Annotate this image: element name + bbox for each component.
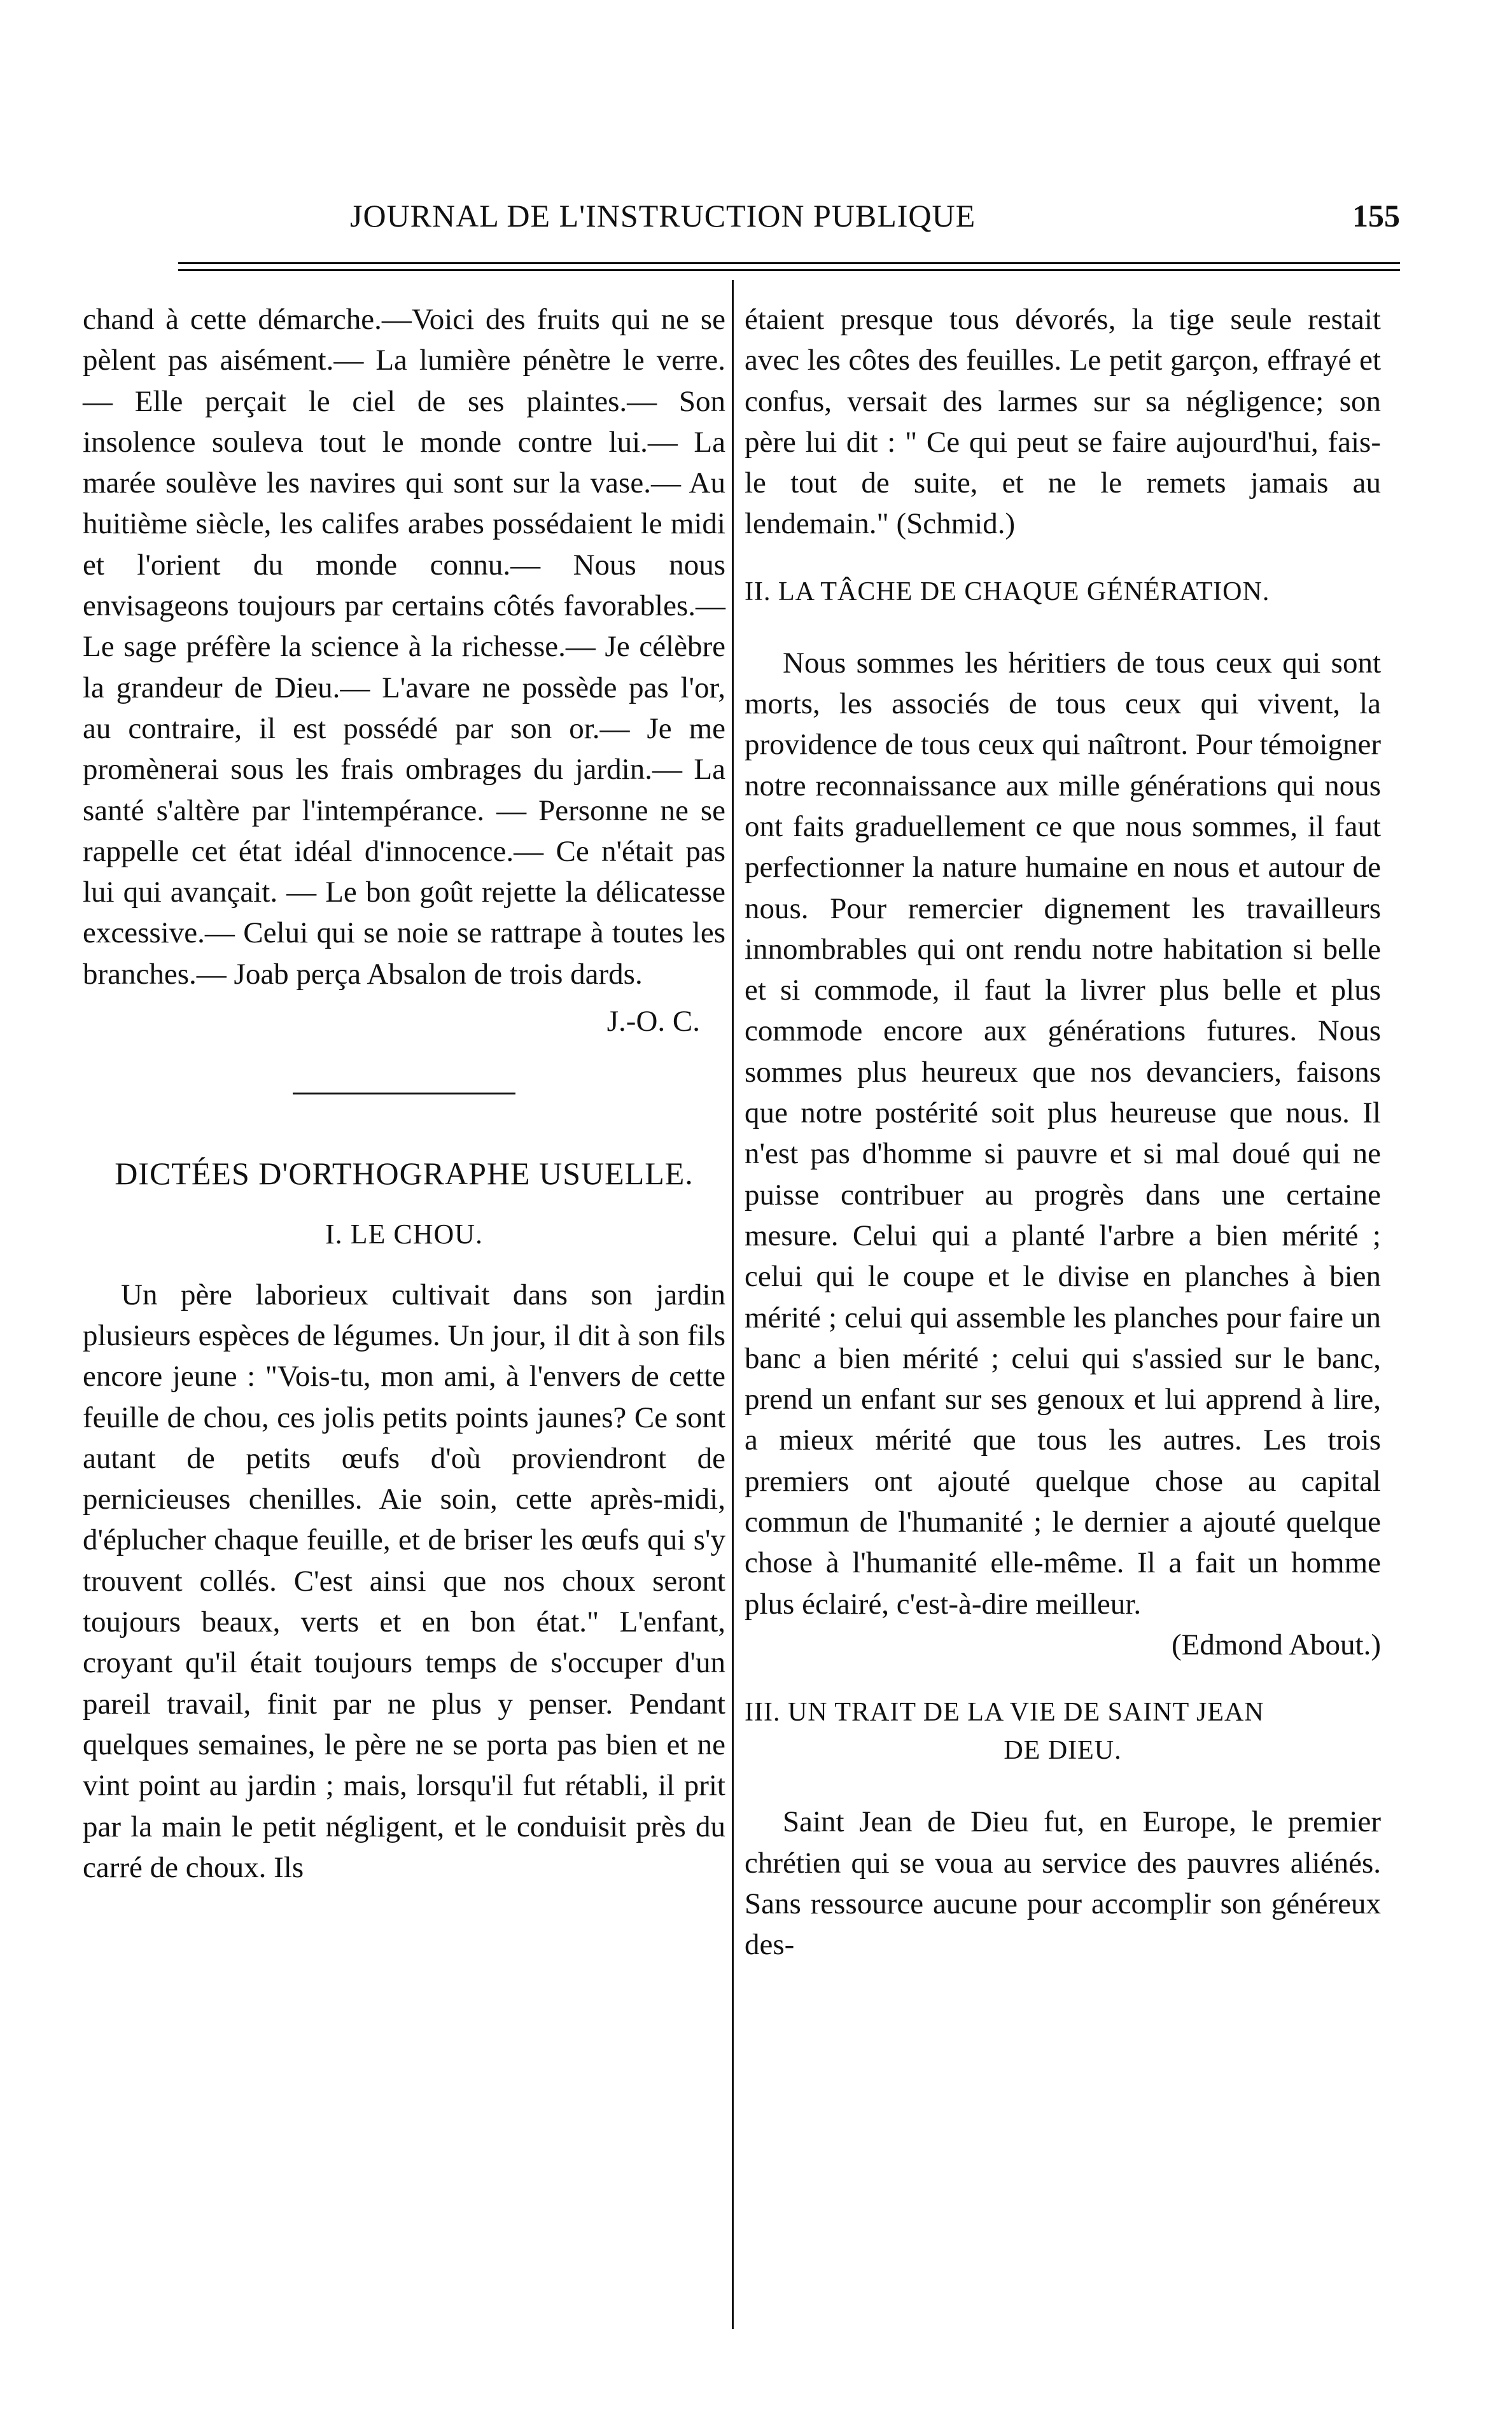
- subsection-2-attribution: (Edmond About.): [1172, 1628, 1381, 1661]
- right-column: [745, 299, 1381, 1965]
- section-title: DICTÉES D'ORTHOGRAPHE USUELLE.: [115, 1156, 694, 1192]
- subsection-2-text: Nous sommes les héritiers de tous ceux qui sont morts, les associés de tous ceux qui vivent, la providence de tous ceux qui naîtront. Pour témoigner notre reconnaissance aux mille générations qui nous ont faits graduellement ce que nous sommes, il faut perfectionner la nature humaine en nous et autour de nous. Pour remercier dignement les travailleurs innombrables qui ont rendu notre habitation si belle et si commode, il faut la livrer plus belle et plus commode encore aux générations futures. Nous sommes plus heureux que nos devanciers, faisons que notre postérité soit plus heureuse que nous. Il n'est pas d'homme si pauvre et si mal doué qui ne puisse contribuer au progrès dans une certaine mesure. Celui qui a planté l'arbre a bien mérité ; celui qui le coupe et le divise en planches à bien mérité ; celui qui assemble les planches pour faire un banc a bien mérité ; celui qui s'assied sur le banc, prend un enfant sur ses genoux et lui apprend à lire, a mieux mérité que tous les autres. Les trois premiers ont ajouté quelque chose au capital commun de l'humanité ; le dernier a ajouté quelque chose à l'humanité elle-même. Il a fait un homme plus éclairé, c'est-à-dire meilleur.: [745, 646, 1381, 1621]
- subsection-1-heading: I. LE CHOU.: [325, 1219, 484, 1250]
- page-header: [178, 197, 1400, 255]
- left-column: [83, 299, 725, 1888]
- continuation-text: étaient presque tous dévorés, la tige seule restait avec les côtes des feuilles. Le petit garçon, effrayé et confus, versait des larmes sur sa négligence; son père lui dit : " Ce qui peut se faire aujourd'hui, fais-le tout de suite, et ne le remets jamais au lendemain." (Schmid.): [745, 303, 1381, 541]
- subsection-1-text: Un père laborieux cultivait dans son jardin plusieurs espèces de légumes. Un jour, il dit à son fils encore jeune : "Vois-tu, mon ami, à l'envers de cette feuille de chou, ces jolis petits points jaunes? Ce sont autant de petits œufs d'où proviendront de pernicieuses chenilles. Aie soin, cette après-midi, d'éplucher chaque feuille, et de briser les œufs qui s'y trouvent collés. C'est ainsi que nos choux seront toujours beaux, verts et en bon état." L'enfant, croyant qu'il était toujours temps de s'occuper d'un pareil travail, finit par ne plus y penser. Pendant quelques semaines, le père ne se porta pas bien et ne vint point au jardin ; mais, lorsqu'il fut rétabli, il prit par la main le petit négligent, et le conduisit près du carré de choux. Ils: [83, 1278, 725, 1884]
- intro-paragraph: chand à cette démarche.—Voici des fruits qui ne se pèlent pas aisément.— La lumière pénètre le verre. — Elle perçait le ciel de ses plaintes.— Son insolence souleva tout le monde contre lui.— La marée soulève les navires qui sont sur la vase.— Au huitième siècle, les califes arabes possédaient le midi et l'orient du monde connu.— Nous nous envisageons toujours par certains côtés favorables.— Le sage préfère la science à la richesse.— Je célèbre la grandeur de Dieu.— L'avare ne possède pas l'or, au contraire, il est possédé par son or.— Je me promènerai sous les frais ombrages du jardin.— La santé s'altère par l'intempérance. — Personne ne se rappelle cet état idéal d'innocence.— Ce n'était pas lui qui avançait. — Le bon goût rejette la délicatesse excessive.— Celui qui se noie se rattrape à toutes les branches.— Joab perça Absalon de trois dards.: [83, 303, 725, 991]
- subsection-3-heading-line2: DE DIEU.: [1004, 1736, 1122, 1766]
- signature: J.-O. C.: [606, 1005, 700, 1038]
- subsection-2-heading: II. LA TÂCHE DE CHAQUE GÉNÉRATION.: [745, 577, 1270, 606]
- subsection-3-text: Saint Jean de Dieu fut, en Europe, le premier chrétien qui se voua au service des pauvres aliénés. Sans ressource aucune pour accomplir son généreux des-: [745, 1805, 1381, 1962]
- subsection-3-heading-line1: III. UN TRAIT DE LA VIE DE SAINT JEAN: [745, 1698, 1264, 1728]
- header-double-rule: [178, 262, 1400, 271]
- running-title: JOURNAL DE L'INSTRUCTION PUBLIQUE: [350, 198, 976, 234]
- column-divider: [732, 280, 734, 2329]
- section-separator-rule: [293, 1093, 515, 1094]
- page-number: 155: [1352, 198, 1400, 234]
